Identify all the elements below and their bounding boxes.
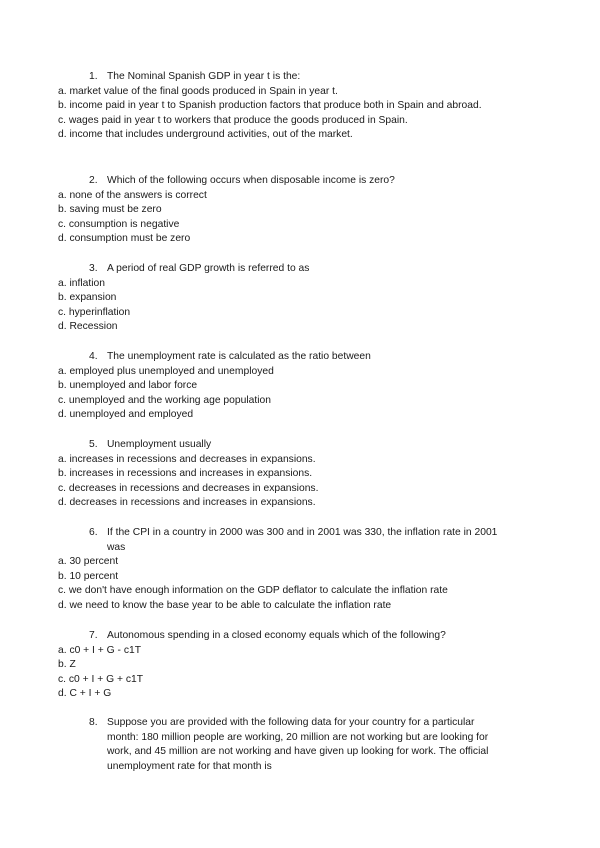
question-8-text: Suppose you are provided with the following data for your country for a particular month: 180 million people are working, 20 million are not working but are looking for work, and 45 million are not working and have given up looking for work. The official unemployment rate for that month is [107,717,489,772]
question-4-number: 4. [89,351,98,362]
question-4-text: The unemployment rate is calculated as the ratio between [107,351,371,362]
question-7 [58,629,538,702]
question-2-option-a: a. none of the answers is correct [58,189,207,201]
question-1-option-b: b. income paid in year t to Spanish production factors that produce both in Spain and abroad. [58,100,482,112]
question-2-option-b: b. saving must be zero [58,204,162,216]
question-4-option-d: d. unemployed and employed [58,409,194,421]
question-1-option-c: c. wages paid in year t to workers that produce the goods produced in Spain. [58,114,408,126]
question-3-number: 3. [89,263,98,274]
question-6-stem [58,526,507,555]
question-5-stem [58,438,538,453]
question-7-stem [58,629,538,644]
question-1 [58,70,538,143]
question-7-number: 7. [89,630,98,641]
question-1-text: The Nominal Spanish GDP in year t is the: [107,71,301,82]
question-2-option-c: c. consumption is negative [58,218,180,230]
question-2-number: 2. [89,175,98,186]
question-5-option-c: c. decreases in recessions and decreases in expansions. [58,482,319,494]
question-6-number: 6. [89,527,98,538]
question-8 [58,716,538,774]
question-1-number: 1. [89,71,98,82]
question-2-stem [58,174,538,189]
question-1-stem [58,70,538,85]
question-6-option-b: b. 10 percent [58,570,119,582]
question-6-option-d: d. we need to know the base year to be able to calculate the inflation rate [58,599,392,611]
question-2-text: Which of the following occurs when disposable income is zero? [107,175,395,186]
question-7-option-b: b. Z [58,659,76,671]
question-3-option-c: c. hyperinflation [58,306,131,318]
question-4-option-b: b. unemployed and labor force [58,380,198,392]
question-6-option-c: c. we don't have enough information on the GDP deflator to calculate the inflation rate [58,585,448,597]
question-2-option-d: d. consumption must be zero [58,233,191,245]
question-4-stem [58,350,538,365]
question-5-option-d: d. decreases in recessions and increases in expansions. [58,497,316,509]
question-1-option-a: a. market value of the final goods produced in Spain in year t. [58,85,338,97]
question-3-stem [58,262,538,277]
question-7-option-a: a. c0 + I + G - c1T [58,644,141,656]
question-3-option-b: b. expansion [58,292,117,304]
question-3-text: A period of real GDP growth is referred to as [107,263,310,274]
question-5-text: Unemployment usually [107,439,212,450]
question-6 [58,526,538,614]
question-5 [58,438,538,511]
question-1-option-d: d. income that includes underground activities, out of the market. [58,129,353,141]
question-8-stem [58,716,507,774]
question-8-number: 8. [89,717,98,728]
question-3-option-a: a. inflation [58,277,105,289]
question-7-text: Autonomous spending in a closed economy equals which of the following? [107,630,446,641]
question-5-option-a: a. increases in recessions and decreases in expansions. [58,453,316,465]
question-4-option-a: a. employed plus unemployed and unemployed [58,365,274,377]
question-5-option-b: b. increases in recessions and increases in expansions. [58,468,313,480]
question-3-option-d: d. Recession [58,321,118,333]
question-7-option-d: d. C + I + G [58,688,112,700]
question-5-number: 5. [89,439,98,450]
question-2 [58,174,538,247]
question-4-option-c: c. unemployed and the working age population [58,394,271,406]
question-3 [58,262,538,335]
question-6-option-a: a. 30 percent [58,556,119,568]
question-4 [58,350,538,423]
question-7-option-c: c. c0 + I + G + c1T [58,673,143,685]
question-6-text: If the CPI in a country in 2000 was 300 and in 2001 was 330, the inflation rate in 2001 was [107,527,498,553]
